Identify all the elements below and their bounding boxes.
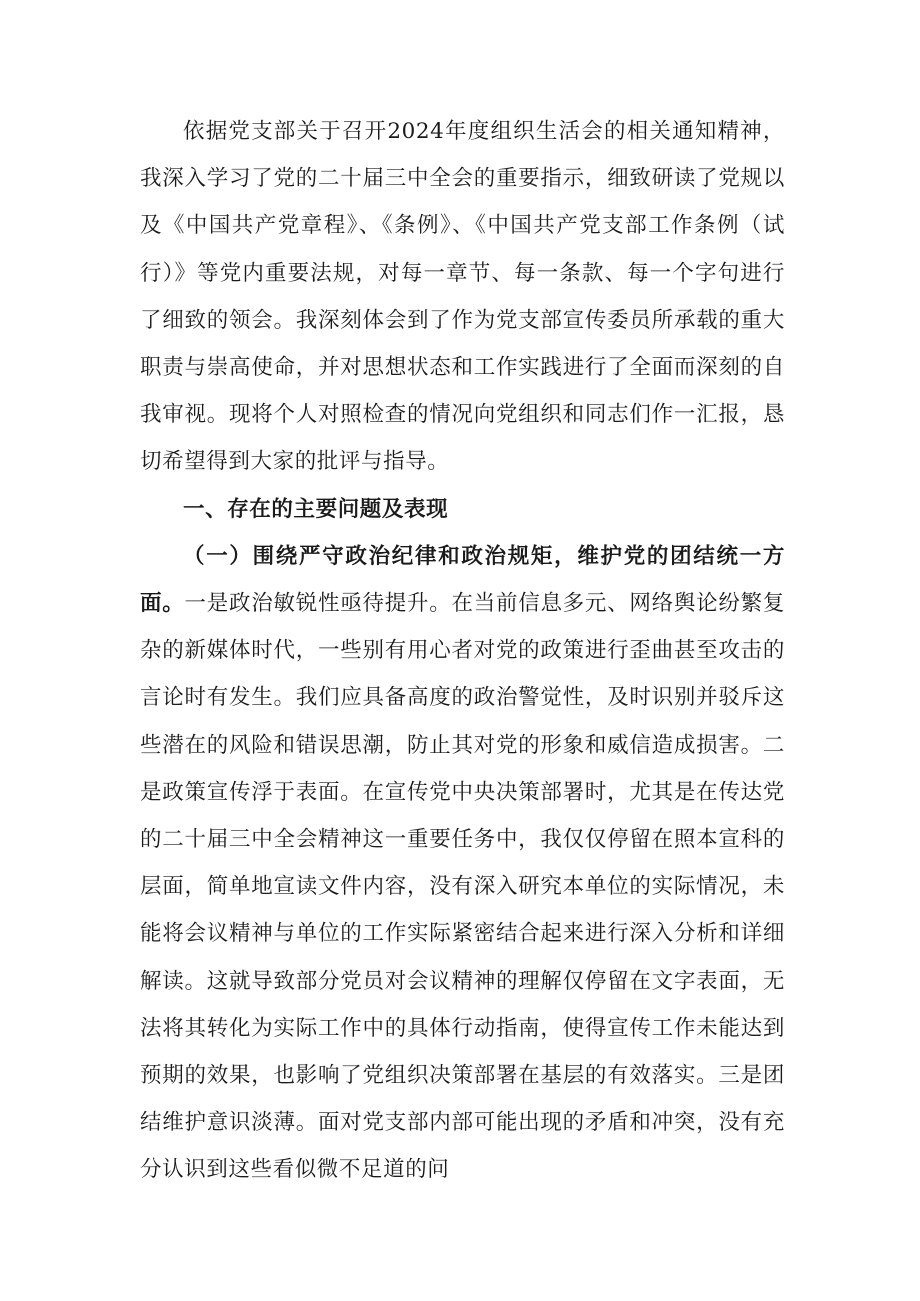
subsection-body: 一是政治敏锐性亟待提升。在当前信息多元、网络舆论纷繁复杂的新媒体时代，一些别有用心者对党的政策进行歪曲甚至攻击的言论时有发生。我们应具备高度的政治警觉性，及时识别并驳斥这些潜在的风险和错误思潮，防止其对党的形象和威信造成损害。二是政策宣传浮于表面。在宣传党中央决策部署时，尤其是在传达党的二十届三中全会精神这一重要任务中，我仅仅停留在照本宣科的层面，简单地宣读文件内容，没有深入研究本单位的实际情况，未能将会议精神与单位的工作实际紧密结合起来进行深入分析和详细解读。这就导致部分党员对会议精神的理解仅停留在文字表面，无法将其转化为实际工作中的具体行动指南，使得宣传工作未能达到预期的效果，也影响了党组织决策部署在基层的有效落实。三是团结维护意识淡薄。面对党支部内部可能出现的矛盾和冲突，没有充分认识到这些看似微不足道的问 [140,591,786,1183]
subsection-heading: （一）围绕严守政治纪律和政治规矩，维护党的团结统一方面。 [140,543,785,617]
document-body [140,108,785,1194]
intro-paragraph: 依据党支部关于召开2024年度组织生活会的相关通知精神，我深入学习了党的二十届三中全会的重要指示，细致研读了党规以及《中国共产党章程》、《条例》、《中国共产党支部工作条例（试行）》等党内重要法规，对每一章节、每一条款、每一个字句进行了细致的领会。我深刻体会到了作为党支部宣传委员所承载的重大职责与崇高使命，并对思想状态和工作实践进行了全面而深刻的自我审视。现将个人对照检查的情况向党组织和同志们作一汇报，恳切希望得到大家的批评与指导。 [140,119,785,475]
section-heading: 一、存在的主要问题及表现 [183,496,449,522]
subsection-paragraph [140,533,785,1194]
